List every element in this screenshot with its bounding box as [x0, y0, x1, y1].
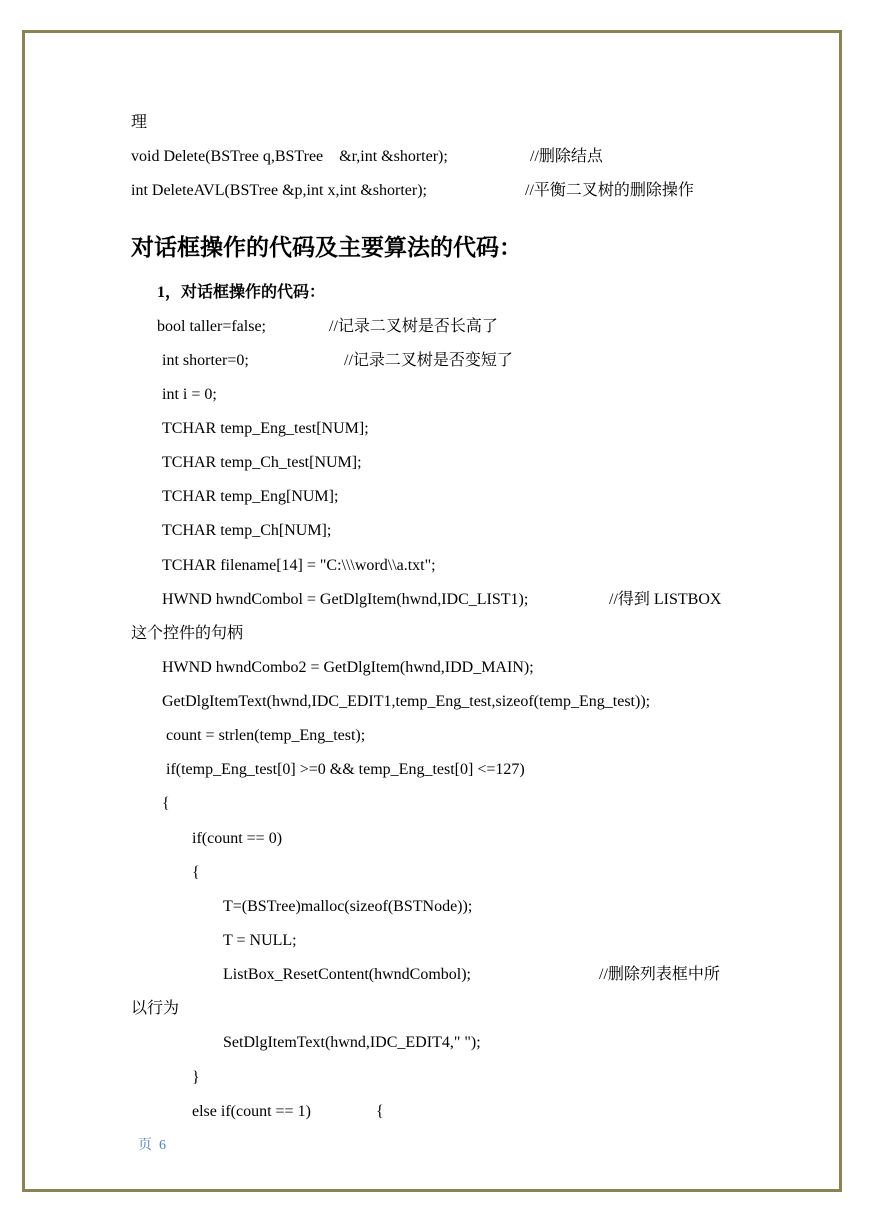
code-line: count = strlen(temp_Eng_test); — [166, 727, 366, 744]
code-line: { — [376, 1103, 384, 1120]
code-line: GetDlgItemText(hwnd,IDC_EDIT1,temp_Eng_test,sizeof(temp_Eng_test)); — [162, 693, 651, 710]
code-line: HWND hwndCombo2 = GetDlgItem(hwnd,IDD_MAIN); — [162, 659, 534, 676]
code-line: TCHAR temp_Ch_test[NUM]; — [162, 454, 362, 471]
code-line: { — [192, 864, 200, 881]
subsection-heading: 1，对话框操作的代码： — [157, 284, 326, 301]
code-line: int shorter=0; — [162, 352, 249, 369]
code-line: int i = 0; — [162, 386, 217, 403]
text-line: 这个控件的句柄 — [131, 625, 244, 642]
code-line: T = NULL; — [223, 932, 297, 949]
code-line: if(temp_Eng_test[0] >=0 && temp_Eng_test[0] <=127) — [166, 761, 525, 778]
code-line: HWND hwndCombol = GetDlgItem(hwnd,IDC_LIST1); — [162, 591, 529, 608]
text-line: 以行为 — [131, 1000, 180, 1017]
code-line: if(count == 0) — [192, 830, 283, 847]
page-number: 页 6 — [138, 1138, 166, 1153]
code-line: } — [192, 1069, 200, 1086]
code-comment: //记录二叉树是否变短了 — [344, 352, 513, 369]
section-heading: 对话框操作的代码及主要算法的代码： — [131, 235, 522, 260]
code-line: TCHAR temp_Ch[NUM]; — [162, 522, 332, 539]
code-line: int DeleteAVL(BSTree &p,int x,int &shorter); — [131, 182, 427, 199]
code-comment: //平衡二叉树的删除操作 — [525, 182, 694, 199]
code-line: SetDlgItemText(hwnd,IDC_EDIT4," "); — [223, 1034, 481, 1051]
code-line: else if(count == 1) — [192, 1103, 311, 1120]
code-line: TCHAR filename[14] = "C:\\\word\\a.txt"; — [162, 557, 436, 574]
code-line: void Delete(BSTree q,BSTree &r,int &shorter); — [131, 148, 448, 165]
code-comment: //删除结点 — [530, 148, 603, 165]
code-line: T=(BSTree)malloc(sizeof(BSTNode)); — [223, 898, 473, 915]
code-line: TCHAR temp_Eng_test[NUM]; — [162, 420, 369, 437]
code-comment: //得到 LISTBOX — [609, 591, 722, 608]
code-line: ListBox_ResetContent(hwndCombol); — [223, 966, 471, 983]
code-line: TCHAR temp_Eng[NUM]; — [162, 488, 339, 505]
code-comment: //记录二叉树是否长高了 — [329, 318, 498, 335]
text-line: 理 — [131, 114, 148, 131]
code-line: bool taller=false; — [157, 318, 266, 335]
code-line: { — [162, 795, 170, 812]
code-comment: //删除列表框中所 — [599, 966, 720, 983]
